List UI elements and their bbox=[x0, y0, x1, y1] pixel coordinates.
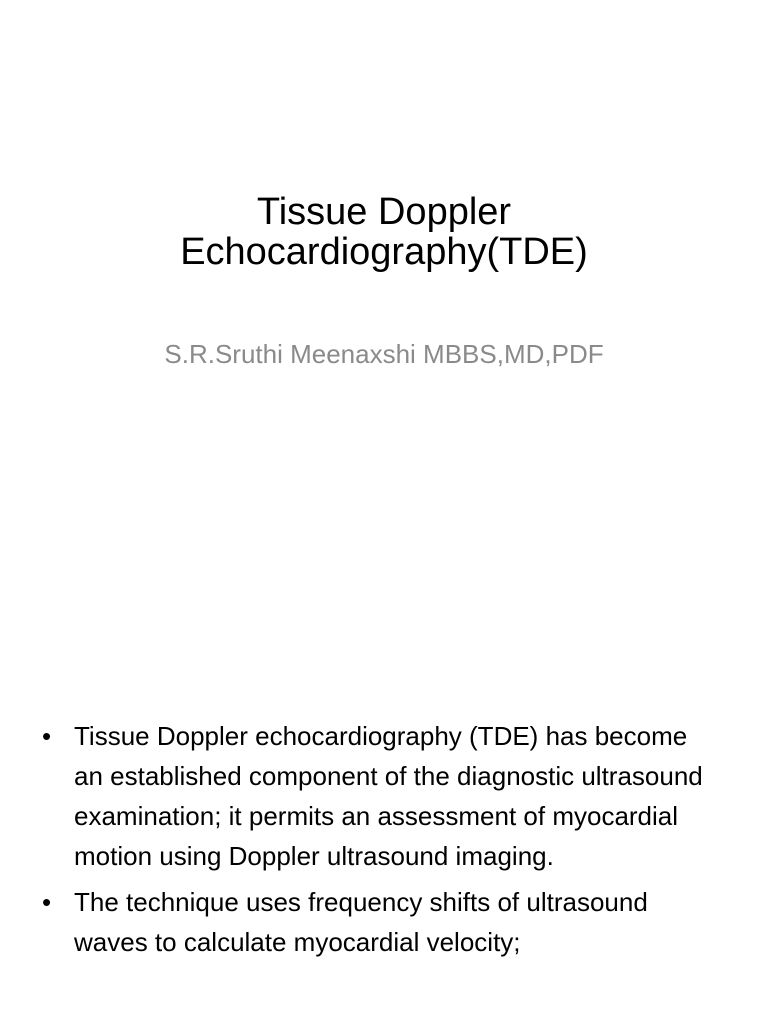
bullet-dot-icon: • bbox=[42, 887, 52, 917]
bullet-list bbox=[42, 716, 722, 968]
bullet-item bbox=[42, 882, 722, 962]
bullet-dot-icon: • bbox=[42, 721, 52, 751]
slide-title-line-2: Echocardiography(TDE) bbox=[180, 231, 588, 273]
bullet-text: The technique uses frequency shifts of ultrasound waves to calculate myocardial velocity; bbox=[74, 887, 648, 957]
slide-title bbox=[0, 192, 768, 272]
bullet-item bbox=[42, 716, 722, 876]
slide-title-line-1: Tissue Doppler bbox=[256, 191, 512, 233]
bullet-text: Tissue Doppler echocardiography (TDE) has become an established component of the diagnostic ultrasound examination; it permits an assessment of myocardial motion using Doppler ultrasound imaging. bbox=[74, 721, 703, 871]
content-slide bbox=[0, 576, 768, 1024]
slide-subtitle-author: S.R.Sruthi Meenaxshi MBBS,MD,PDF bbox=[164, 339, 604, 369]
